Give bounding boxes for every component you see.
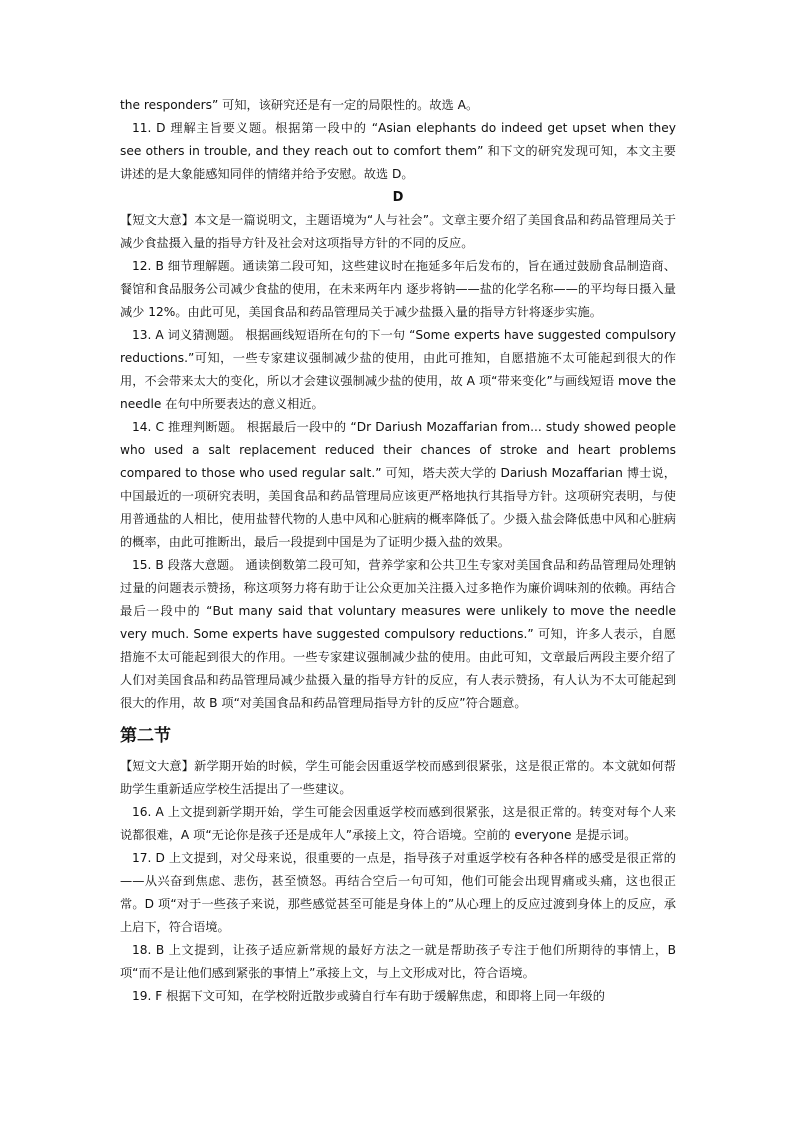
passage-d-summary: 【短文大意】本文是一篇说明文，主题语境为“人与社会”。文章主要介绍了美国食品和药品管理局关于减少食盐摄入量的指导方针及社会对这项指导方针的不同的反应。	[120, 213, 676, 250]
answer-paragraph-18: 18. B 上文提到，让孩子适应新常规的最好方法之一就是帮助孩子专注于他们所期待的事情上，B 项“而不是让他们感到紧张的事情上”承接上文，与上文形成对比，符合语境。	[120, 943, 676, 980]
answer-paragraph-13: 13. A 词义猜测题。 根据画线短语所在句的下一句 “Some experts have suggested compulsory reductions.”可知，一些专家建议强制减少盐的使用，由此可推知，自愿措施不太可能起到很大的作用，不会带来太大的变化，所以才会建议强制减少盐的使用，故 A 项“带来变化”与画线短语 move the needle 在句中所要表达的意义相近。	[120, 328, 676, 411]
answer-paragraph-14: 14. C 推理判断题。 根据最后一段中的 “Dr Dariush Mozaffarian from... study showed people who used a salt replacement reduced their chances of stroke and heart problems compared to those who used regular salt.” 可知，塔夫茨大学的 Dariush Mozaffarian 博士说，中国最近的一项研究表明，美国食品和药品管理局应该更严格地执行其指导方针。这项研究表明，与使用普通盐的人相比，使用盐替代物的人患中风和心脏病的概率降低了。少摄入盐会降低患中风和心脏病的概率，由此可推断出，最后一段提到中国是为了证明少摄入盐的效果。	[120, 420, 676, 549]
answer-paragraph-15: 15. B 段落大意题。 通读倒数第二段可知，营养学家和公共卫生专家对美国食品和药品管理局处理钠过量的问题表示赞扬，称这项努力将有助于让公众更加关注摄入过多艳作为廉价调味剂的依赖。再结合最后一段中的 “But many said that voluntary measures were unlikely to move the needle very much. Some experts have suggested compulsory reductions.” 可知，许多人表示，自愿措施不太可能起到很大的作用。一些专家建议强制减少盐的使用。由此可知，文章最后两段主要介绍了人们对美国食品和药品管理局减少盐摄入量的指导方针的反应，有人表示赞扬，有人认为不太可能起到很大的作用，故 B 项“对美国食品和药品管理局指导方针的反应”符合题意。	[120, 558, 676, 710]
document-page	[120, 94, 676, 1008]
answer-paragraph-17: 17. D 上文提到，对父母来说，很重要的一点是，指导孩子对重返学校有各种各样的感受是很正常的——从兴奋到焦虑、悲伤，甚至愤怒。再结合空后一句可知，他们可能会出现胃痛或头痛，这也很正常。D 项“对于一些孩子来说，那些感觉甚至可能是身体上的”从心理上的反应过渡到身体上的反应，承上启下，符合语境。	[120, 851, 676, 934]
section-two-heading: 第二节	[120, 726, 171, 746]
answer-paragraph-12: 12. B 细节理解题。通读第二段可知，这些建议时在拖延多年后发布的，旨在通过鼓励食品制造商、餐馆和食品服务公司减少食盐的使用，在未来两年内 逐步将钠——盐的化学名称——的平均每日摄入量减少 12%。由此可见，美国食品和药品管理局关于减少盐摄入量的指导方针将逐步实施。	[120, 259, 676, 319]
answer-paragraph-16: 16. A 上文提到新学期开始，学生可能会因重返学校而感到很紧张，这是很正常的。转变对每个人来说都很难，A 项“无论你是孩子还是成年人”承接上文，符合语境。空前的 everyone 是提示词。	[120, 805, 676, 842]
section-two-summary: 【短文大意】新学期开始的时候，学生可能会因重返学校而感到很紧张，这是很正常的。本文就如何帮助学生重新适应学校生活提出了一些建议。	[120, 759, 676, 796]
answer-paragraph-10-tail: the responders” 可知，该研究还是有一定的局限性的。故选 A。	[120, 98, 479, 112]
answer-paragraph-11: 11. D 理解主旨要义题。根据第一段中的 “Asian elephants do indeed get upset when they see others in trouble, and they reach out to comfort them” 和下文的研究发现可知，本文主要讲述的是大象能感知同伴的情绪并给予安慰。故选 D。	[120, 121, 676, 181]
answer-paragraph-19: 19. F 根据下文可知，在学校附近散步或骑自行车有助于缓解焦虑，和即将上同一年级的	[132, 989, 605, 1003]
passage-d-title: D	[392, 190, 404, 205]
